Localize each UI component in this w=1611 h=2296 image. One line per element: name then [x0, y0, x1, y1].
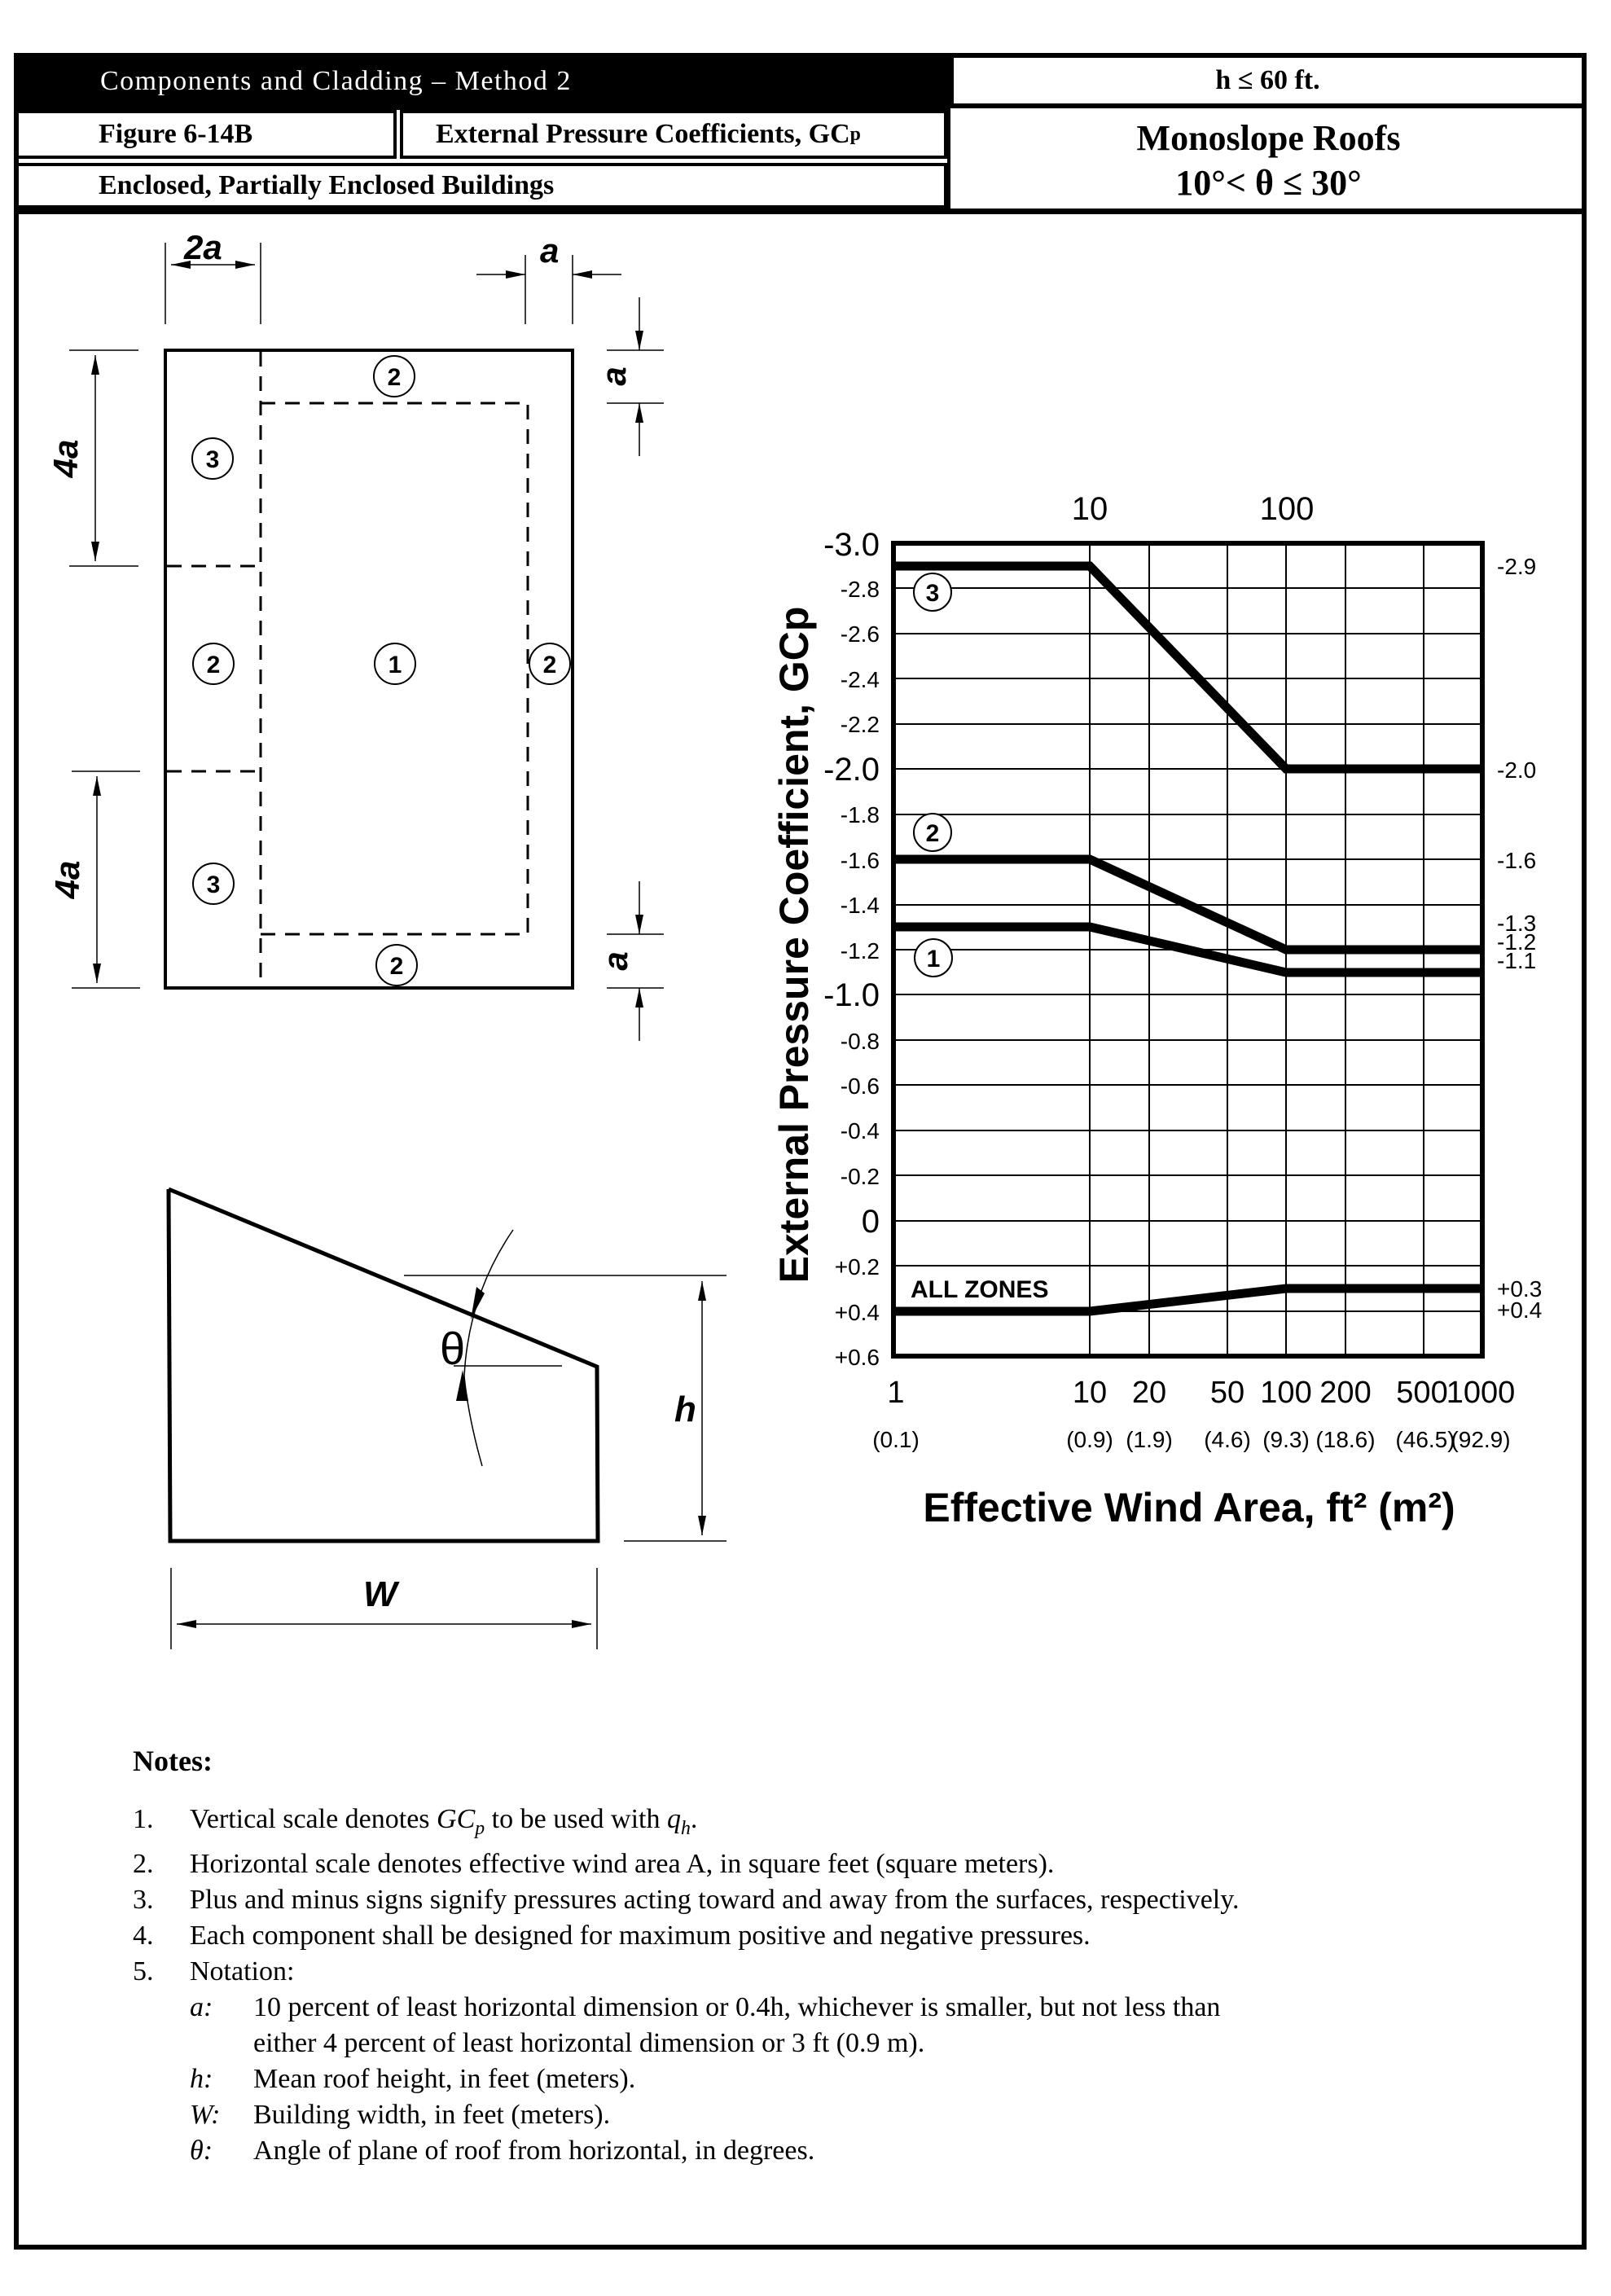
svg-text:(18.6): (18.6) [1315, 1427, 1376, 1452]
svg-text:-2.8: -2.8 [840, 577, 880, 602]
svg-text:(0.9): (0.9) [1066, 1427, 1113, 1452]
chart-zone-marker [915, 939, 952, 977]
notation-key: W: [190, 2099, 221, 2130]
figure-number: Figure 6-14B [19, 110, 397, 159]
note-item [133, 1802, 1566, 1846]
svg-text:3: 3 [925, 580, 940, 607]
dimension-lines [69, 243, 664, 1041]
svg-text:100: 100 [1260, 1376, 1312, 1410]
svg-text:-2.2: -2.2 [840, 712, 880, 737]
gcp-chart [771, 491, 1542, 1530]
note-item [133, 1954, 1566, 1990]
svg-text:3: 3 [206, 871, 221, 898]
roof-type: Monoslope Roofs [1136, 117, 1401, 158]
svg-text:20: 20 [1131, 1376, 1167, 1410]
right-annotations [1497, 554, 1542, 1323]
section-title: Components and Cladding – Method 2 [19, 58, 947, 105]
svg-text:-1.4: -1.4 [840, 893, 880, 918]
notation-text: Mean roof height, in feet (meters). [253, 2063, 636, 2094]
all-zones-label: ALL ZONES [911, 1276, 1049, 1303]
note-number: 4. [133, 1920, 154, 1951]
chart-zone-marker [914, 814, 951, 851]
theta-label: θ [440, 1323, 466, 1374]
svg-text:(9.3): (9.3) [1262, 1427, 1310, 1452]
angle-range: 10°< θ ≤ 30° [1175, 162, 1362, 203]
notation-item [190, 2133, 1566, 2169]
svg-text:2: 2 [389, 953, 404, 980]
figure-title-subscript: p [849, 123, 861, 145]
svg-text:1000: 1000 [1446, 1376, 1516, 1410]
svg-text:-1.6: -1.6 [840, 848, 880, 873]
theta-arrow-icon [471, 1287, 485, 1319]
x-axis-title: Effective Wind Area, ft² (m²) [923, 1485, 1455, 1530]
svg-text:-1.2: -1.2 [1497, 929, 1537, 955]
svg-text:3: 3 [205, 446, 220, 473]
notation-text: Building width, in feet (meters). [253, 2099, 611, 2130]
zone-marker [529, 643, 570, 684]
svg-text:-0.2: -0.2 [840, 1164, 880, 1189]
svg-text:+0.4: +0.4 [1497, 1297, 1543, 1323]
figure-title-text: External Pressure Coefficients, GC [436, 119, 850, 149]
building-type: Enclosed, Partially Enclosed Buildings [19, 163, 947, 209]
svg-text:-2.4: -2.4 [840, 667, 880, 692]
theta-arrow-icon [456, 1370, 468, 1401]
top-tick: 10 [1071, 491, 1108, 527]
svg-text:1: 1 [926, 946, 941, 972]
zone-marker [193, 643, 234, 684]
zone-marker [376, 945, 417, 986]
svg-text:10: 10 [1072, 1376, 1108, 1410]
top-tick: 100 [1259, 491, 1315, 527]
svg-text:+0.4: +0.4 [834, 1300, 880, 1325]
svg-text:(46.5): (46.5) [1395, 1427, 1455, 1452]
svg-text:2: 2 [387, 364, 402, 391]
note-item [133, 1846, 1566, 1882]
notation-item [190, 2097, 1566, 2133]
notation-list [190, 1990, 1566, 2169]
y-axis-title: External Pressure Coefficient, GCp [771, 606, 817, 1284]
height-limit: h ≤ 60 ft. [1215, 65, 1320, 95]
svg-text:+0.2: +0.2 [834, 1254, 880, 1280]
note-text: Vertical scale denotes $GC_p$ to be used with $q_h$. [190, 1804, 698, 1839]
note-item [133, 1882, 1566, 1918]
svg-text:-1.1: -1.1 [1497, 948, 1537, 973]
svg-text:2: 2 [925, 820, 940, 847]
notes-section [133, 1743, 1566, 2169]
svg-text:200: 200 [1319, 1376, 1372, 1410]
width-label: W [363, 1574, 397, 1614]
zone-marker [192, 438, 233, 479]
zone-marker [193, 863, 234, 904]
y-tick-labels [823, 527, 880, 1370]
svg-text:1: 1 [887, 1376, 905, 1410]
note-text: Horizontal scale denotes effective wind area A, in square feet (square meters). [190, 1848, 1055, 1879]
svg-text:-3.0: -3.0 [823, 527, 880, 563]
svg-text:-1.8: -1.8 [840, 802, 880, 828]
notation-item [190, 2061, 1566, 2097]
svg-text:0: 0 [861, 1204, 880, 1240]
notation-text: 10 percent of least horizontal dimension or 0.4h, whichever is smaller, but not less than either 4 percent of least horizontal dimension or 3 ft (0.9 m). [253, 1991, 1221, 2058]
x-tick-metric-labels [872, 1427, 1510, 1452]
svg-text:-0.6: -0.6 [840, 1073, 880, 1099]
note-text: Plus and minus signs signify pressures acting toward and away from the surfaces, respectively. [190, 1884, 1240, 1915]
notation-key: a: [190, 1991, 213, 2022]
dim-a-right-top: a [595, 367, 633, 386]
svg-text:(92.9): (92.9) [1451, 1427, 1511, 1452]
svg-text:-2.9: -2.9 [1497, 554, 1537, 579]
svg-text:(4.6): (4.6) [1204, 1427, 1251, 1452]
svg-text:2: 2 [542, 652, 557, 678]
svg-text:+0.3: +0.3 [1497, 1276, 1543, 1302]
svg-text:-1.2: -1.2 [840, 938, 880, 964]
note-text: Each component shall be designed for maximum positive and negative pressures. [190, 1920, 1091, 1951]
x-tick-labels [887, 1376, 1515, 1410]
zone-marker [374, 356, 415, 397]
svg-text:50: 50 [1209, 1376, 1245, 1410]
svg-text:-2.0: -2.0 [1497, 757, 1537, 783]
svg-text:1: 1 [388, 652, 402, 678]
plan-diagram [46, 228, 664, 1041]
svg-text:(1.9): (1.9) [1126, 1427, 1173, 1452]
dim-a-top: a [540, 231, 560, 270]
notation-text: Angle of plane of roof from horizontal, in degrees. [253, 2135, 815, 2166]
svg-text:+0.6: +0.6 [834, 1345, 880, 1370]
note-text: Notation: [190, 1956, 295, 1987]
notation-key: h: [190, 2063, 213, 2094]
zone-marker [375, 643, 415, 684]
svg-text:(0.1): (0.1) [872, 1427, 920, 1452]
notation-item [190, 1990, 1566, 2061]
svg-text:2: 2 [206, 652, 221, 678]
svg-text:-1.0: -1.0 [823, 977, 880, 1013]
dim-2a: 2a [184, 228, 222, 266]
svg-text:-0.4: -0.4 [840, 1118, 880, 1144]
svg-text:-1.6: -1.6 [1497, 848, 1537, 873]
dim-4a-top: 4a [46, 439, 85, 478]
note-item [133, 1918, 1566, 1954]
svg-text:-2.6: -2.6 [840, 621, 880, 647]
dim-a-right-bottom: a [596, 951, 634, 971]
svg-text:-0.8: -0.8 [840, 1029, 880, 1054]
height-label: h [674, 1389, 696, 1429]
note-number: 1. [133, 1804, 154, 1834]
svg-text:-2.0: -2.0 [823, 752, 880, 788]
chart-zone-marker [914, 573, 951, 611]
notes-title: Notes: [133, 1745, 213, 1777]
svg-text:500: 500 [1396, 1376, 1448, 1410]
notation-key: θ: [190, 2135, 213, 2166]
dim-4a-bottom: 4a [48, 860, 86, 899]
note-number: 5. [133, 1956, 154, 1987]
svg-text:-1.3: -1.3 [1497, 911, 1537, 936]
series-zone-3 [893, 566, 1482, 769]
elevation-diagram [169, 1189, 726, 1649]
note-number: 3. [133, 1884, 154, 1915]
note-number: 2. [133, 1848, 154, 1879]
